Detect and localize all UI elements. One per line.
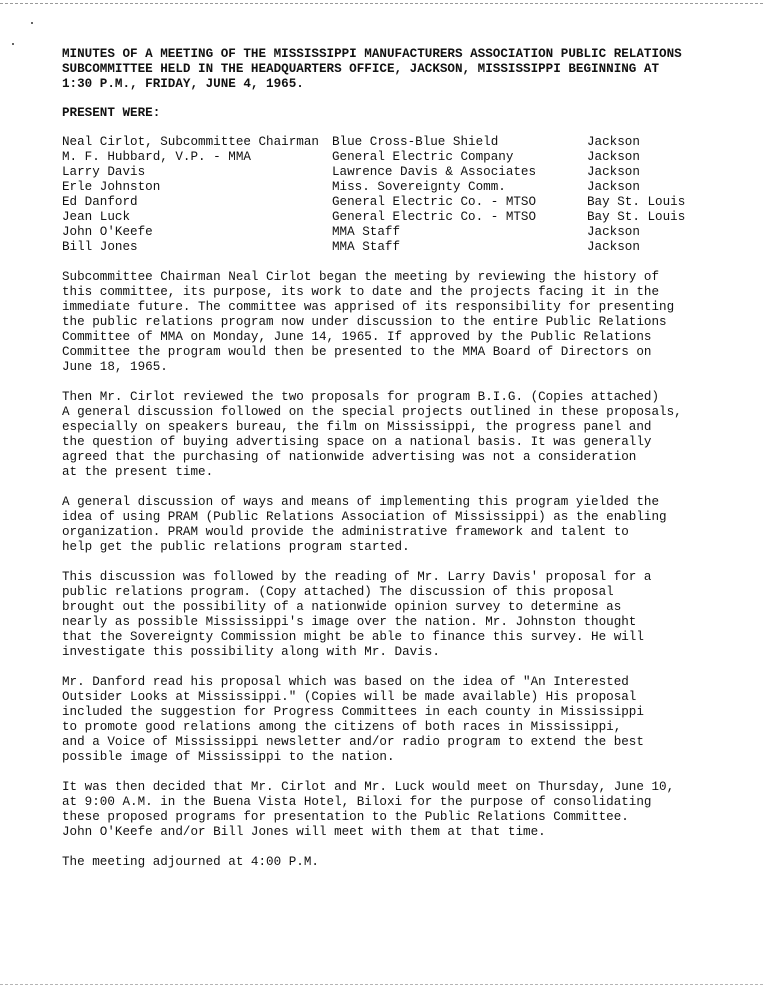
paragraph-pram (62, 495, 722, 555)
attendee-organization: General Electric Company (332, 150, 514, 164)
paragraph-line: public relations program. (Copy attached) The discussion of this proposal (62, 585, 614, 599)
paragraph-line: that the Sovereignty Commission might be able to finance this survey. He will (62, 630, 644, 644)
paragraph-line: investigate this possibility along with Mr. Davis. (62, 645, 440, 659)
attendee-organization: MMA Staff (332, 240, 401, 254)
attendee-organization: Lawrence Davis & Associates (332, 165, 537, 179)
minutes-document (62, 47, 722, 870)
present-label: PRESENT WERE: (62, 106, 161, 120)
paragraph-line: help get the public relations program started. (62, 540, 410, 554)
attendee-name: Larry Davis (62, 165, 146, 179)
attendee-name: Erle Johnston (62, 180, 161, 194)
paragraph-line: and a Voice of Mississippi newsletter and/or radio program to extend the best (62, 735, 644, 749)
paragraph-line: Outsider Looks at Mississippi." (Copies will be made available) His proposal (62, 690, 637, 704)
paragraph-line: this committee, its purpose, its work to date and the projects facing it in the (62, 285, 660, 299)
attendee-name: John O'Keefe (62, 225, 153, 239)
paragraph-line: nearly as possible Mississippi's image over the nation. Mr. Johnston thought (62, 615, 637, 629)
paragraph-line: agreed that the purchasing of nationwide advertising was not a consideration (62, 450, 637, 464)
attendee-organization: Miss. Sovereignty Comm. (332, 180, 506, 194)
attendee-name: M. F. Hubbard, V.P. - MMA (62, 150, 251, 164)
attendee-organization: General Electric Co. - MTSO (332, 210, 537, 224)
title-line: 1:30 P.M., FRIDAY, JUNE 4, 1965. (62, 77, 304, 91)
attendee-row (62, 165, 722, 180)
attendee-city: Jackson (587, 180, 640, 194)
attendee-city: Jackson (587, 225, 640, 239)
paragraph-line: The meeting adjourned at 4:00 P.M. (62, 855, 319, 869)
paragraph-next-meeting (62, 780, 722, 840)
attendee-row (62, 225, 722, 240)
paragraph-line: John O'Keefe and/or Bill Jones will meet with them at that time. (62, 825, 546, 839)
attendee-city: Jackson (587, 150, 640, 164)
paragraph-line: Subcommittee Chairman Neal Cirlot began the meeting by reviewing the history of (62, 270, 660, 284)
paragraph-line: June 18, 1965. (62, 360, 168, 374)
attendee-row (62, 180, 722, 195)
paragraph-line: possible image of Mississippi to the nation. (62, 750, 395, 764)
paragraph-line: This discussion was followed by the reading of Mr. Larry Davis' proposal for a (62, 570, 652, 584)
paragraph-history (62, 270, 722, 375)
paragraph-survey (62, 570, 722, 660)
paragraph-adjourned (62, 855, 722, 870)
attendee-organization: MMA Staff (332, 225, 401, 239)
paragraph-line: these proposed programs for presentation to the Public Relations Committee. (62, 810, 629, 824)
attendee-name: Ed Danford (62, 195, 138, 209)
paragraph-line: included the suggestion for Progress Committees in each county in Mississippi (62, 705, 644, 719)
title-line: SUBCOMMITTEE HELD IN THE HEADQUARTERS OFFICE, JACKSON, MISSISSIPPI BEGINNING AT (62, 62, 660, 76)
attendee-city: Jackson (587, 240, 640, 254)
paragraph-line: immediate future. The committee was apprised of its responsibility for presenting (62, 300, 675, 314)
bottom-page-edge (0, 984, 763, 985)
attendee-row (62, 240, 722, 255)
paragraph-line: A general discussion of ways and means of implementing this program yielded the (62, 495, 660, 509)
paragraph-line: It was then decided that Mr. Cirlot and Mr. Luck would meet on Thursday, June 10, (62, 780, 675, 794)
attendee-city: Jackson (587, 135, 640, 149)
paragraph-line: Then Mr. Cirlot reviewed the two proposals for program B.I.G. (Copies attached) (62, 390, 660, 404)
attendee-city: Jackson (587, 165, 640, 179)
top-page-edge (0, 3, 763, 4)
attendee-name: Neal Cirlot, Subcommittee Chairman (62, 135, 319, 149)
paragraph-danford (62, 675, 722, 765)
paragraph-line: organization. PRAM would provide the administrative framework and talent to (62, 525, 629, 539)
attendee-city: Bay St. Louis (587, 195, 686, 209)
attendee-row (62, 210, 722, 225)
paragraph-line: A general discussion followed on the special projects outlined in these proposals, (62, 405, 682, 419)
attendee-row (62, 135, 722, 150)
paragraph-line: at the present time. (62, 465, 214, 479)
paragraph-line: idea of using PRAM (Public Relations Association of Mississippi) as the enabling (62, 510, 667, 524)
paragraph-line: the public relations program now under discussion to the entire Public Relations (62, 315, 667, 329)
paragraph-line: Committee the program would then be presented to the MMA Board of Directors on (62, 345, 652, 359)
scan-speck (31, 22, 33, 24)
title-line: MINUTES OF A MEETING OF THE MISSISSIPPI MANUFACTURERS ASSOCIATION PUBLIC RELATIONS (62, 47, 682, 61)
attendee-organization: Blue Cross-Blue Shield (332, 135, 499, 149)
paragraph-line: to promote good relations among the citizens of both races in Mississippi, (62, 720, 622, 734)
paragraph-line: at 9:00 A.M. in the Buena Vista Hotel, Biloxi for the purpose of consolidating (62, 795, 652, 809)
scan-speck (12, 43, 14, 45)
attendee-name: Jean Luck (62, 210, 131, 224)
paragraph-line: brought out the possibility of a nationwide opinion survey to determine as (62, 600, 622, 614)
paragraph-line: Committee of MMA on Monday, June 14, 1965. If approved by the Public Relations (62, 330, 652, 344)
attendee-row (62, 150, 722, 165)
attendee-organization: General Electric Co. - MTSO (332, 195, 537, 209)
document-title (62, 47, 722, 92)
paragraph-line: especially on speakers bureau, the film on Mississippi, the progress panel and (62, 420, 652, 434)
attendee-name: Bill Jones (62, 240, 138, 254)
attendee-city: Bay St. Louis (587, 210, 686, 224)
paragraph-line: the question of buying advertising space on a national basis. It was generally (62, 435, 652, 449)
paragraph-line: Mr. Danford read his proposal which was based on the idea of "An Interested (62, 675, 629, 689)
attendee-list (62, 135, 722, 255)
paragraph-proposals (62, 390, 722, 480)
attendee-row (62, 195, 722, 210)
